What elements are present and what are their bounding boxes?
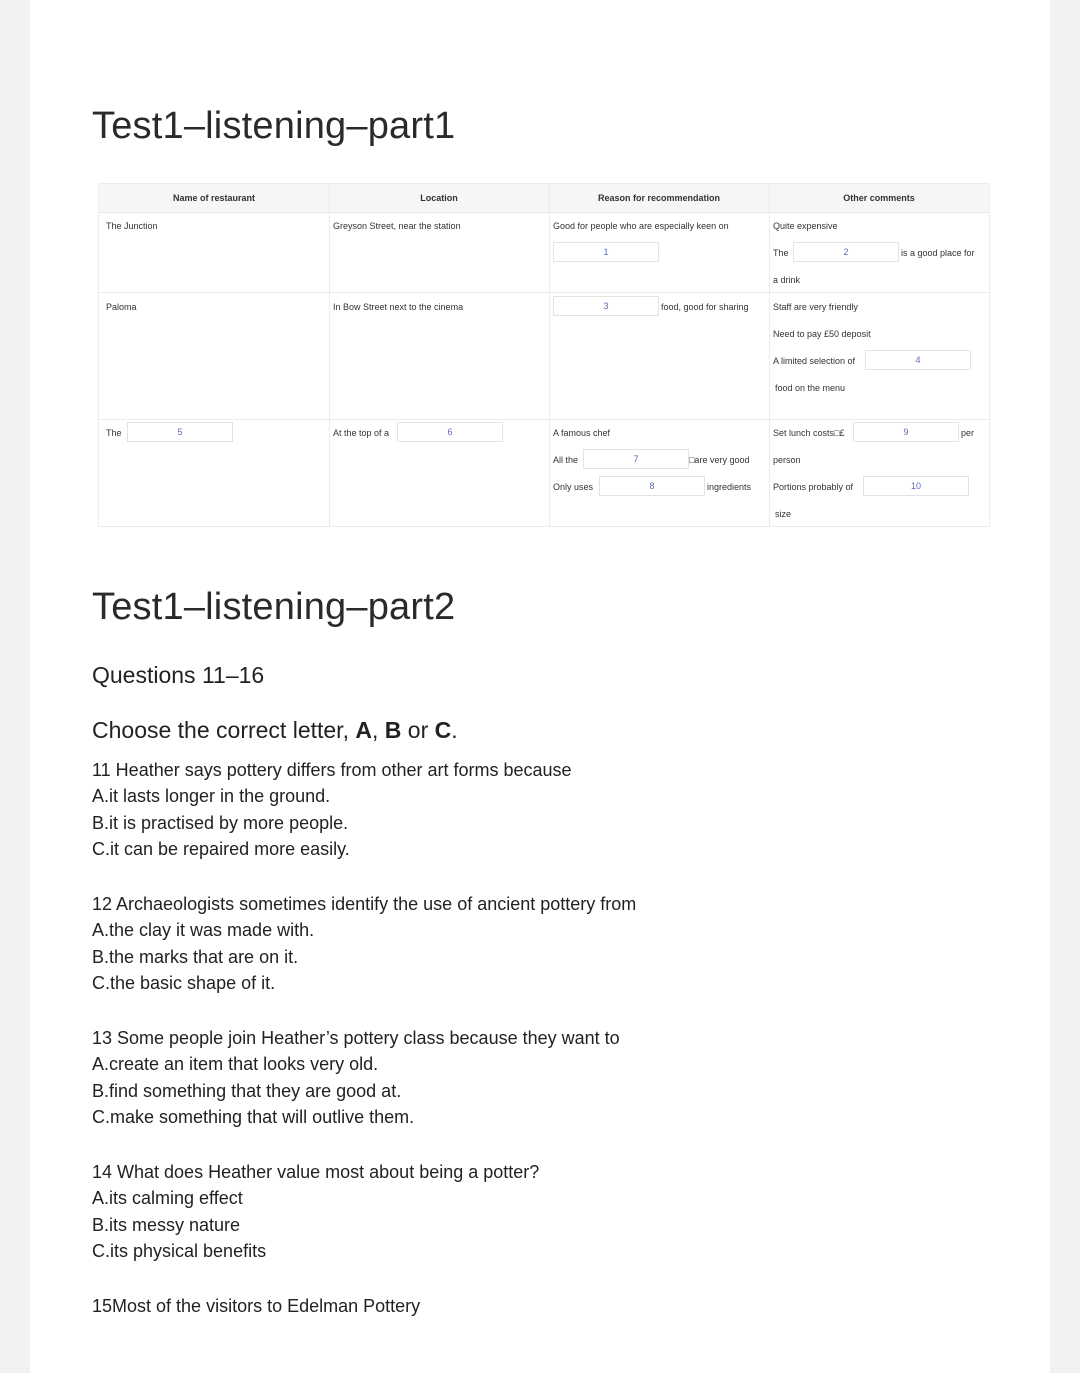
- answer-field-8[interactable]: 8: [599, 476, 705, 496]
- row3-comment-c-pre: Portions probably of: [773, 482, 854, 492]
- row3-reason-b-pre: All the: [553, 455, 579, 465]
- answer-field-7[interactable]: 7: [583, 449, 689, 469]
- letter-c: C: [434, 717, 452, 743]
- q13-option-c: C.make something that will outlive them.: [92, 1107, 415, 1127]
- period: .: [451, 717, 458, 743]
- header-reason: Reason for recommendation: [597, 193, 721, 203]
- header-name: Name of restaurant: [172, 193, 256, 203]
- letter-a: A: [355, 717, 372, 743]
- letter-b: B: [384, 717, 402, 743]
- row1-comment-b-pre: The: [773, 248, 789, 258]
- document-page: [30, 0, 1050, 1373]
- answer-field-4[interactable]: 4: [865, 350, 971, 370]
- part1-title: Test1–listening–part1: [92, 105, 456, 147]
- row3-name-pre: The: [106, 428, 122, 438]
- or-text: or: [401, 717, 435, 743]
- q13-option-b: B.find something that they are good at.: [92, 1081, 402, 1101]
- part2-title: Test1–listening–part2: [92, 586, 456, 628]
- row1-name: The Junction: [106, 221, 158, 231]
- row2-comment-a: Staff are very friendly: [773, 302, 858, 312]
- column-divider: [329, 184, 330, 526]
- q11-option-a: A.it lasts longer in the ground.: [92, 786, 331, 806]
- answer-field-6[interactable]: 6: [397, 422, 503, 442]
- row2-reason-post: food, good for sharing: [661, 302, 749, 312]
- row2-comment-c-pre: A limited selection of: [773, 356, 856, 366]
- q12-option-a: A.the clay it was made with.: [92, 920, 315, 940]
- row-divider: [99, 419, 989, 420]
- row-divider: [99, 292, 989, 293]
- answer-field-2[interactable]: 2: [793, 242, 899, 262]
- q13-stem: 13 Some people join Heather’s pottery class because they want to: [92, 1028, 620, 1048]
- q14-option-c: C.its physical benefits: [92, 1241, 267, 1261]
- q13-option-a: A.create an item that looks very old.: [92, 1054, 379, 1074]
- row1-comment-c: a drink: [773, 275, 801, 285]
- q11-option-c: C.it can be repaired more easily.: [92, 839, 350, 859]
- questions-label: Questions 11–16: [92, 662, 265, 688]
- row2-comment-d: food on the menu: [775, 383, 846, 393]
- header-comments: Other comments: [843, 193, 915, 203]
- table-header-row: [99, 184, 989, 213]
- row3-comment-b: person: [773, 455, 801, 465]
- row2-comment-b: Need to pay £50 deposit: [773, 329, 871, 339]
- row1-comment-b-post: is a good place for: [901, 248, 975, 258]
- answer-field-9[interactable]: 9: [853, 422, 959, 442]
- q12-option-c: C.the basic shape of it.: [92, 973, 276, 993]
- row3-reason-a: A famous chef: [553, 428, 611, 438]
- row3-reason-c-pre: Only uses: [553, 482, 594, 492]
- notes-table: [98, 183, 990, 527]
- q15-stem: 15Most of the visitors to Edelman Pottery: [92, 1296, 421, 1316]
- q12-option-b: B.the marks that are on it.: [92, 947, 299, 967]
- row3-location-pre: At the top of a: [333, 428, 390, 438]
- q14-stem: 14 What does Heather value most about being a potter?: [92, 1162, 540, 1182]
- row2-location: In Bow Street next to the cinema: [333, 302, 464, 312]
- q12-stem: 12 Archaeologists sometimes identify the use of ancient pottery from: [92, 894, 637, 914]
- q11-option-b: B.it is practised by more people.: [92, 813, 349, 833]
- row1-reason: Good for people who are especially keen on: [553, 221, 729, 231]
- answer-field-5[interactable]: 5: [127, 422, 233, 442]
- row1-comment-a: Quite expensive: [773, 221, 838, 231]
- column-divider: [549, 184, 550, 526]
- column-divider: [769, 184, 770, 526]
- row1-location: Greyson Street, near the station: [333, 221, 461, 231]
- row3-comment-d: size: [775, 509, 792, 519]
- row3-comment-a-pre: Set lunch costs□£: [773, 428, 845, 438]
- q14-option-b: B.its messy nature: [92, 1215, 241, 1235]
- answer-field-3[interactable]: 3: [553, 296, 659, 316]
- instruction-text: Choose the correct letter,: [92, 717, 356, 743]
- q14-option-a: A.its calming effect: [92, 1188, 243, 1208]
- separator: ,: [371, 717, 385, 743]
- row3-comment-a-post: per: [961, 428, 975, 438]
- answer-field-10[interactable]: 10: [863, 476, 969, 496]
- row2-name: Paloma: [106, 302, 137, 312]
- header-location: Location: [420, 193, 458, 203]
- answer-field-1[interactable]: 1: [553, 242, 659, 262]
- q11-stem: 11 Heather says pottery differs from other art forms because: [92, 760, 572, 780]
- row3-reason-c-post: ingredients: [707, 482, 752, 492]
- instruction: [92, 717, 458, 744]
- row3-reason-b-post: □are very good: [689, 455, 750, 465]
